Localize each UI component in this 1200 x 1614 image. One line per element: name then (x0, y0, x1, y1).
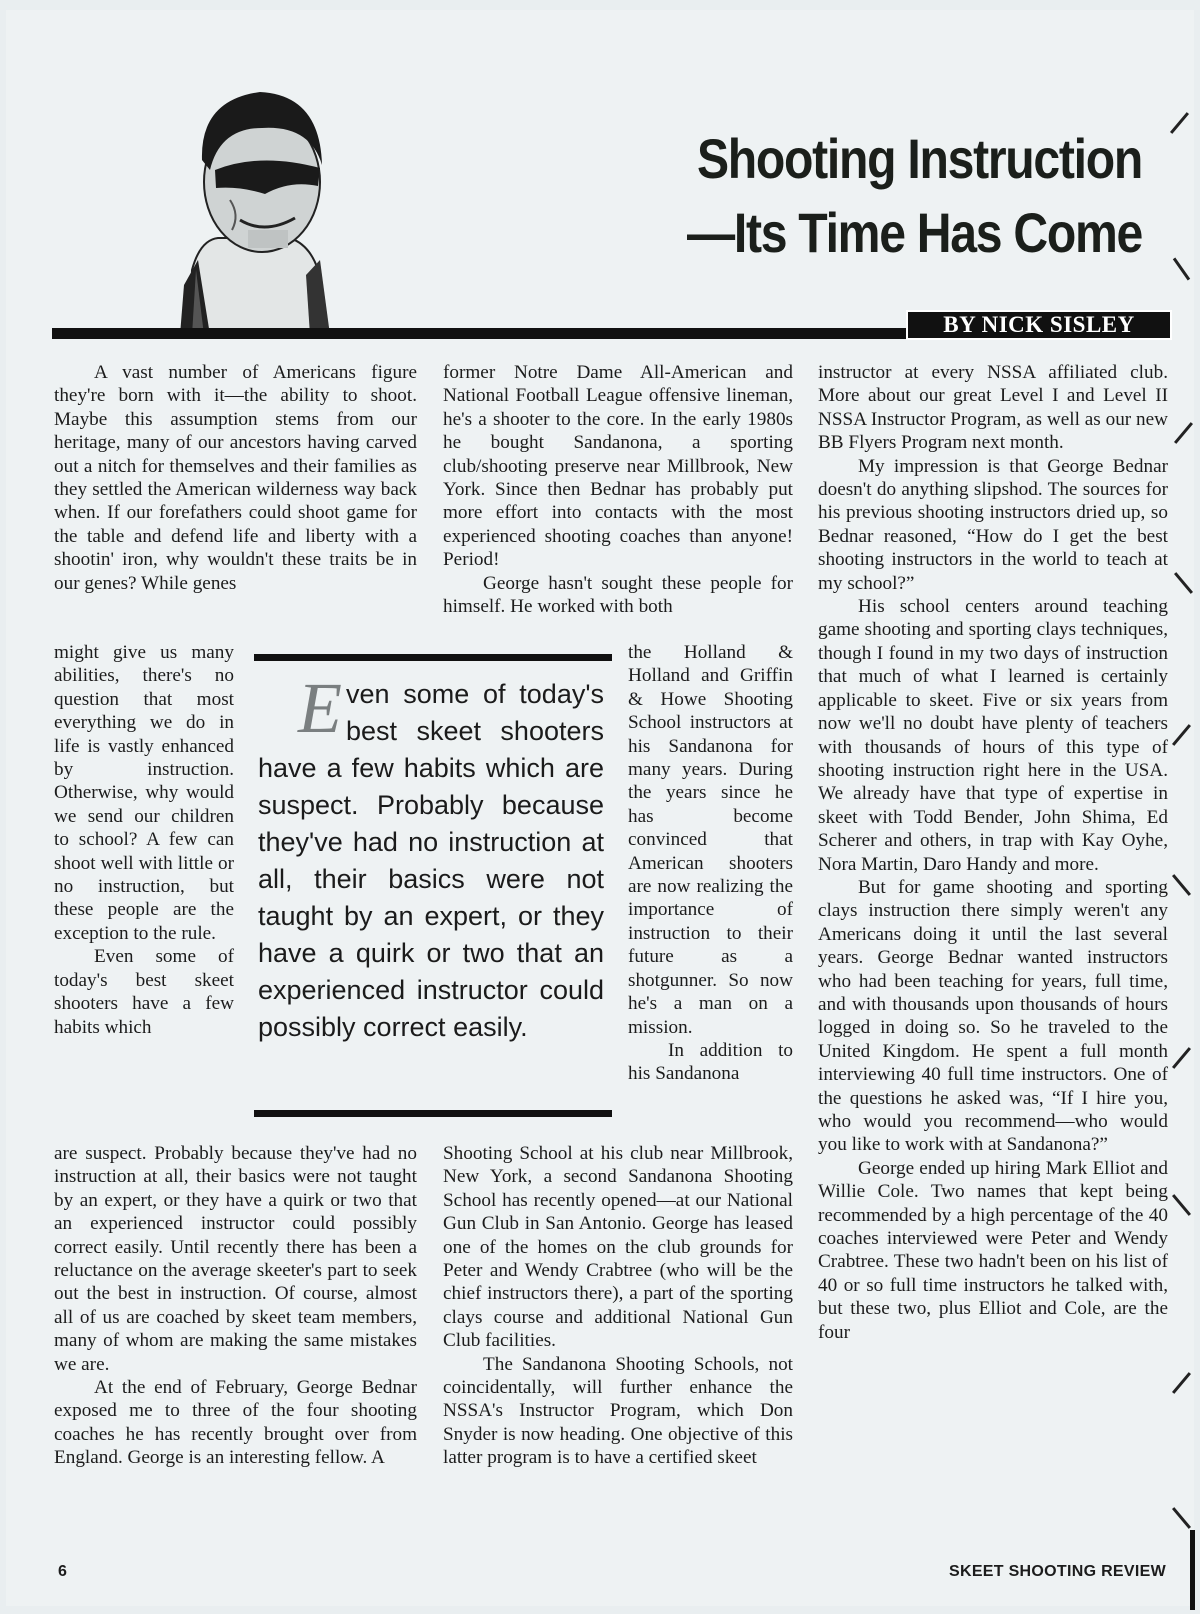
article-title (540, 122, 1142, 270)
paragraph: But for game shooting and sporting clays instruction there simply weren't any Americans doing it until the last several years. George Bednar wanted instructors who had been teaching for years, full time, and with thousands upon thousands of hours logged in doing so. So he traveled to the United Kingdom. He spent a full month interviewing 40 full time instructors. One of the questions he asked was, “If I hire you, who would you recommend—who would you like to work with at Sandanona?” (818, 876, 1168, 1156)
column-2-narrow (628, 641, 793, 1086)
paragraph: instructor at every NSSA affiliated club. More about our great Level I and Level II NSSA Instructor Program, as well as our new BB Flyers Program next month. (818, 362, 1168, 454)
paragraph: A vast number of Americans figure they're born with it—the ability to shoot. Maybe this assumption stems from our heritage, many of our ancestors having carved out a nitch for themselves and their families as they settled the American wilderness way back when. If our forefathers could shoot game for the table and defend life and liberty with a shootin' iron, why wouldn't these traits be in our genes? While genes (54, 362, 417, 594)
page-number: 6 (58, 1563, 67, 1580)
paragraph: former Notre Dame All-American and National Football League offensive lineman, he's a shooter to the core. In the early 1980s he bought Sandanona, a sporting club/shooting preserve near Millbrook, New York. Since then Bednar has probably put more effort into contacts with the most experienced shooting coaches than anyone! Period! (443, 362, 793, 571)
paragraph: George ended up hiring Mark Elliot and Willie Cole. Two names that kept being recommended by a high percentage of the 40 coaches interviewed were Peter and Wendy Crabtree. These two hadn't been on his list of 40 or so full time instructors he talked with, but these two, plus Elliot and Cole, are the four (818, 1157, 1168, 1343)
byline: BY NICK SISLEY (906, 310, 1172, 340)
author-portrait (170, 70, 340, 335)
pullquote-text: ven some of today's best skeet shooters have a few habits which are suspect. Probably because they've had no instruction at all, their basics were not taught by an expert, or they have a quirk or two that an experienced instructor could possibly correct easily. (258, 679, 604, 1042)
column-1-bottom (54, 1142, 417, 1470)
title-line-2: —Its Time Has Come (687, 201, 1142, 264)
paragraph: might give us many abilities, there's no question that most everything we do in life is vastly enhanced by instruction. Otherwise, why would we send our children to school? A few can shoot well with little or no instruction, but these people are the exception to the rule. (54, 642, 234, 944)
paragraph: Shooting School at his club near Millbrook, New York, a second Sandanona Shooting School has recently opened—at our National Gun Club in San Antonio. George has leased one of the homes on the club grounds for Peter and Wendy Crabtree (who will be the chief instructors there), a part of the sporting clays course and additional National Gun Club facilities. (443, 1143, 793, 1352)
title-line-1: Shooting Instruction (696, 127, 1142, 190)
column-1-top (54, 361, 417, 595)
publication-name: SKEET SHOOTING REVIEW (949, 1563, 1166, 1580)
pullquote-dropcap: E (298, 668, 342, 748)
paragraph: At the end of February, George Bednar exposed me to three of the four shooting coaches he has recently brought over from England. George is an interesting fellow. A (54, 1377, 417, 1469)
column-1-narrow (54, 641, 234, 1039)
paragraph: The Sandanona Shooting Schools, not coincidentally, will further enhance the NSSA's Instructor Program, which Don Snyder is now heading. One objective of this latter program is to have a certified skeet (443, 1353, 793, 1469)
paragraph: In addition to his Sandanona (628, 1039, 793, 1085)
pullquote-bottom-rule (254, 1110, 612, 1117)
column-2-bottom (443, 1142, 793, 1470)
paragraph: are suspect. Probably because they've had no instruction at all, their basics were not taught by an expert, or they have a quirk or two that an experienced instructor could possibly correct easily. Until recently there has been a reluctance on the average skeeter's part to seek out the best in instruction. Of course, almost all of us are coached by skeet team members, many of whom are making the same mistakes we are. (54, 1143, 417, 1375)
paragraph: His school centers around teaching game shooting and sporting clays techniques, though I found in my two days of instruction that much of what I learned is certainly applicable to skeet. Five or six years from now we'll no doubt have plenty of teachers with thousands of hours of this type of shooting instruction right here in the USA. We already have that type of expertise in skeet with Todd Bender, John Shima, Ed Scherer and others, in trap with Kay Oyhe, Nora Martin, Daro Handy and more. (818, 596, 1168, 875)
paragraph: My impression is that George Bednar doesn't do anything slipshod. The sources for his previous shooting instructors dried up, so Bednar reasoned, “How do I get the best shooting instructors in the world to teach at my school?” (818, 455, 1168, 594)
pullquote-top-rule (254, 654, 612, 661)
column-2-top (443, 361, 793, 618)
page-edge-mark (1190, 1530, 1195, 1610)
paragraph: George hasn't sought these people for himself. He worked with both (443, 572, 793, 618)
paragraph: Even some of today's best skeet shooters have a few habits which (54, 946, 234, 1038)
paragraph: the Holland & Holland and Griffin & Howe Shooting School instructors at his Sandanona for many years. During the years since he has become convinced that American shooters are now realizing the importance of instruction to their future as a shotgunner. So now he's a man on a mission. (628, 642, 793, 1038)
pullquote (258, 668, 604, 1046)
column-3 (818, 361, 1168, 1344)
